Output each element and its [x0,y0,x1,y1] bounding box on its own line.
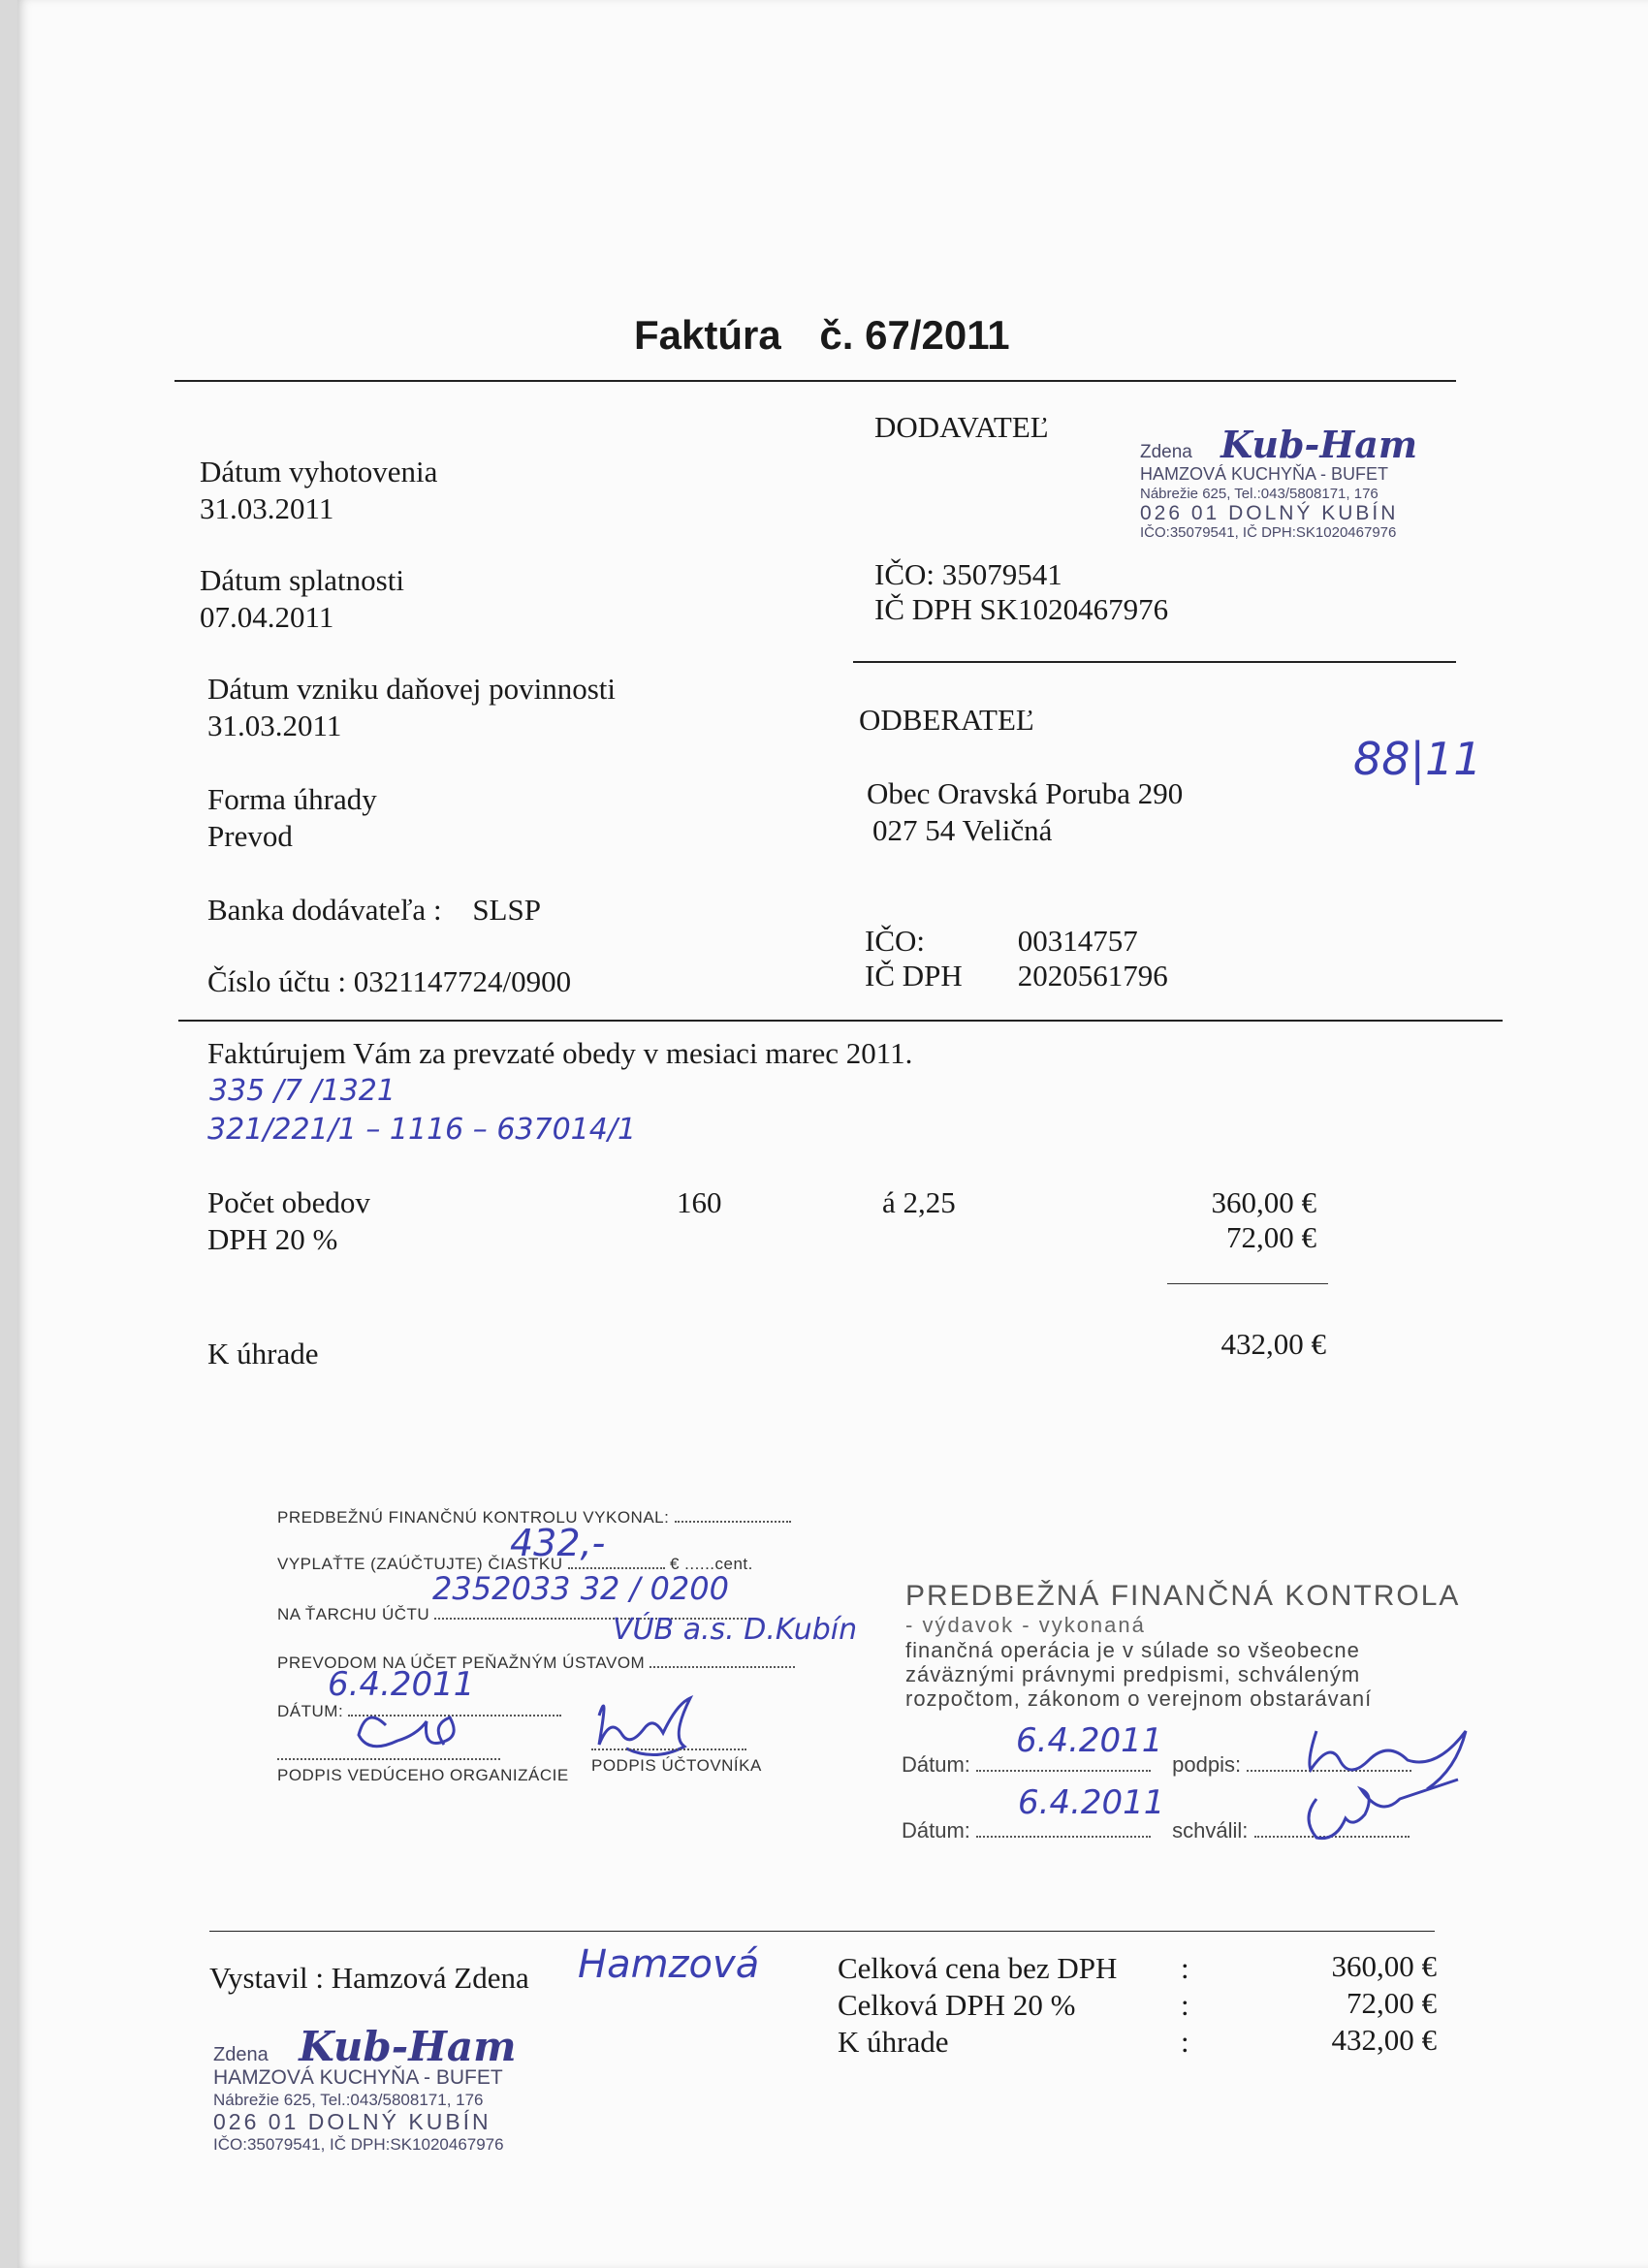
schvalil-label: schválil: [1172,1818,1249,1843]
stamp-bottom-line2: Nábrežie 625, Tel.:043/5808171, 176 [213,2091,484,2109]
stamp-bottom-line1: HAMZOVÁ KUCHYŇA - BUFET [213,2066,503,2089]
customer-icdph: 2020561796 [1017,959,1168,992]
customer-ico: 00314757 [1017,924,1138,958]
account-number: Číslo účtu : 0321147724/0900 [207,964,572,998]
handwritten-account: 2352033 32 / 0200 [432,1570,729,1607]
handwritten-bank: VÚB a.s. D.Kubín [613,1613,858,1647]
customer-icdph-line [865,958,1168,994]
due-date-label: Dátum splatnosti [200,563,404,597]
signature-accountant [591,1748,762,1776]
control-left-l4-dots [650,1666,795,1668]
control-left-l3-text: NA ŤARCHU ÚČTU [277,1605,430,1623]
control-left-l1-text: PREDBEŽNÚ FINANČNÚ KONTROLU VYKONAL: [277,1508,670,1527]
signature-head-label: PODPIS VEDÚCEHO ORGANIZÁCIE [277,1766,569,1784]
handwritten-date-left: 6.4.2011 [328,1665,475,1704]
customer-ico-line [865,923,1138,960]
date2-dots [976,1836,1151,1838]
stamp-bottom-first-name: Zdena [213,2044,269,2065]
meals-quantity: 160 [677,1185,722,1219]
due-date-block [200,562,404,636]
invoice-title [634,312,1010,359]
sum-vat-value: 72,00 € [1347,1986,1437,2020]
stamp-line4: IČO:35079541, IČ DPH:SK1020467976 [1140,524,1397,540]
handwritten-date-right-1: 6.4.2011 [1016,1721,1163,1760]
issued-by: Vystavil : Hamzová Zdena [209,1961,529,1995]
sig2-dots [591,1748,746,1750]
handwritten-amount: 432,- [510,1522,606,1564]
sum-vat-label: Celková DPH 20 % [838,1988,1076,2022]
colon-2: : [1181,1988,1189,2022]
colon-3: : [1181,2025,1189,2059]
supplier-heading: DODAVATEĽ [874,410,1049,444]
control-left-l2-suffix: € ......cent. [670,1555,753,1573]
sig1-dots [277,1758,500,1760]
issue-date-block [200,454,437,527]
colon-1: : [1181,1951,1189,1985]
bank-name: SLSP [472,893,541,927]
control-right-text3: rozpočtom, zákonom o verejnom obstarávaní [905,1686,1373,1711]
handwritten-reference: 88|11 [1353,733,1482,785]
handwritten-date-right-2: 6.4.2011 [1018,1783,1165,1822]
sum-total-label: K úhrade [838,2025,949,2059]
tax-date: 31.03.2011 [207,709,342,742]
stamp-bottom-brand: Kub-Ham [299,2023,517,2070]
customer-icdph-label: IČ DPH [865,959,963,992]
header-bottom-rule [178,1020,1503,1022]
subtotal-rule [1167,1283,1328,1284]
right-signatures [1278,1712,1501,1857]
tax-date-block [207,671,616,744]
meals-unit-price: á 2,25 [882,1185,956,1219]
vat-label: DPH 20 % [207,1222,338,1256]
date2-label: Dátum: [902,1818,970,1843]
control-right-heading: PREDBEŽNÁ FINANČNÁ KONTROLA [905,1580,1461,1612]
sum-net-value: 360,00 € [1331,1949,1437,1983]
customer-city: 027 54 Veličná [872,813,1053,847]
sum-net-label: Celková cena bez DPH [838,1951,1118,1985]
invoice-intro: Faktúrujem Vám za prevzaté obedy v mesiaci marec 2011. [207,1036,913,1070]
tax-date-label: Dátum vzniku daňovej povinnosti [207,672,617,706]
handwritten-code-1: 335 /7 /1321 [209,1074,396,1108]
total-amount: 432,00 € [1220,1327,1326,1361]
control-left-l2-dots [568,1567,665,1569]
bank-line [207,892,541,929]
podpis-label: podpis: [1172,1752,1242,1777]
stamp-bottom-line3: 026 01 DOLNÝ KUBÍN [213,2109,491,2134]
stamp-first-name: Zdena [1140,442,1192,462]
stamp-line1: HAMZOVÁ KUCHYŇA - BUFET [1140,464,1389,484]
payment-block [207,781,377,855]
payment-method: Prevod [207,819,293,853]
customer-name: Obec Oravská Poruba 290 [867,776,1184,810]
vat-amount: 72,00 € [1226,1220,1316,1254]
control-right-sub: - výdavok - vykonaná [905,1613,1146,1637]
footer-rule [209,1931,1435,1932]
stamp-line2: Nábrežie 625, Tel.:043/5808171, 176 [1140,486,1379,502]
control-left-l4-text: PREVODOM NA ÚČET PEŇAŽNÝM ÚSTAVOM [277,1654,646,1672]
signature-labels-left [277,1758,569,1785]
sum-total-value: 432,00 € [1331,2023,1437,2057]
issue-date-label: Dátum vyhotovenia [200,455,438,488]
issue-date: 31.03.2011 [200,491,334,525]
company-stamp-bottom [213,2023,620,2155]
title-label: Faktúra [634,312,781,358]
control-left-l2-text: VYPLAŤTE (ZAÚČTUJTE) ČIASTKU [277,1555,563,1573]
stamp-bottom-line4: IČO:35079541, IČ DPH:SK1020467976 [213,2135,504,2154]
stamp-line3: 026 01 DOLNÝ KUBÍN [1140,502,1399,524]
invoice-page [17,0,1648,2268]
supplier-rule [853,661,1456,663]
payment-label: Forma úhrady [207,782,377,816]
bank-label: Banka dodávateľa : [207,893,442,927]
stamp-brand: Kub-Ham [1220,423,1418,466]
customer-heading: ODBERATEĽ [859,703,1034,737]
supplier-icdph: IČ DPH SK1020467976 [874,592,1169,626]
control-left-l1-dots [675,1521,791,1523]
control-stamp-right [905,1580,1477,1711]
invoice-number: č. 67/2011 [819,312,1010,358]
title-rule [174,380,1456,382]
handwritten-code-2: 321/221/1 – 1116 – 637014/1 [207,1113,637,1147]
meals-amount: 360,00 € [1211,1185,1316,1219]
issuer-signature: Hamzová [578,1942,760,1987]
company-stamp-top [1140,423,1470,540]
signature-accountant-label: PODPIS ÚČTOVNÍKA [591,1756,762,1775]
control-right-text2: záväznými právnymi predpismi, schváleným [905,1662,1361,1686]
due-date: 07.04.2011 [200,600,334,634]
total-label: K úhrade [207,1337,319,1370]
supplier-ico: IČO: 35079541 [874,557,1062,591]
meals-label: Počet obedov [207,1185,370,1219]
control-left-l5-text: DÁTUM: [277,1702,344,1720]
date1-dots [976,1770,1151,1772]
control-right-text1: finančná operácia je v súlade so všeobecne [905,1638,1360,1662]
date1-label: Dátum: [902,1752,970,1777]
customer-ico-label: IČO: [865,924,925,958]
